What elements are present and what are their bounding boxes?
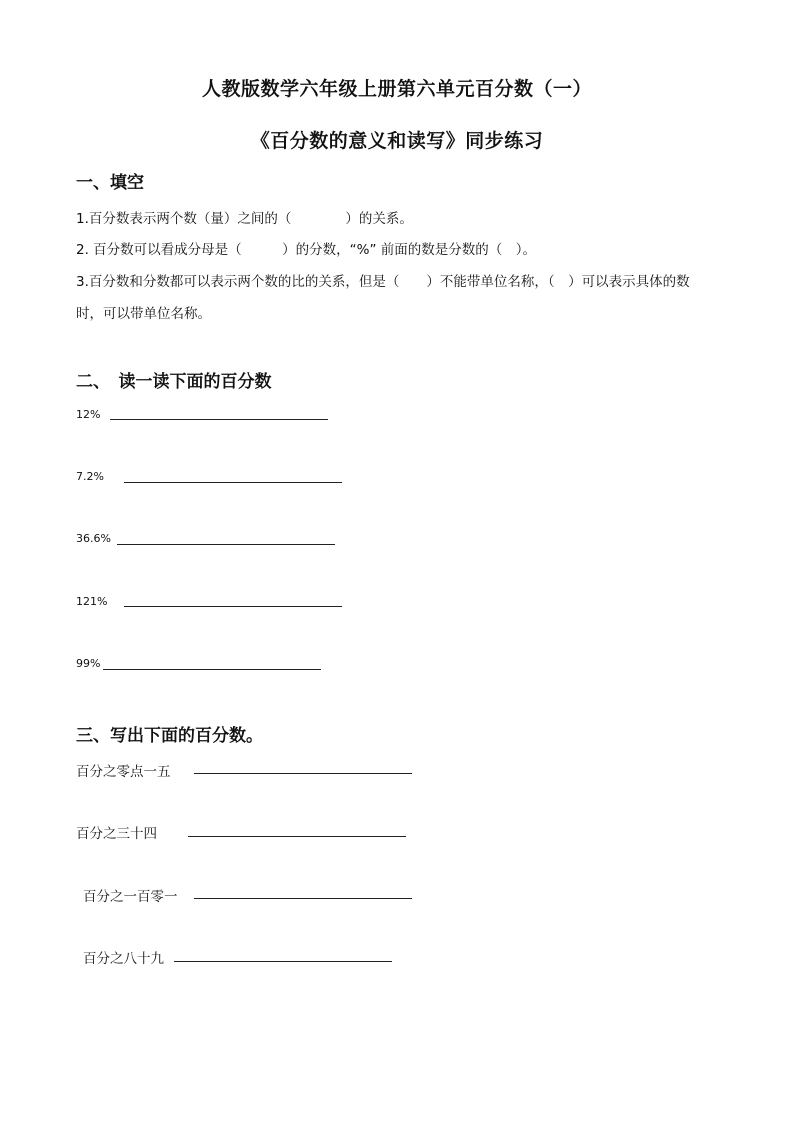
percent-label: 12% — [76, 408, 101, 421]
section-heading-fill-in: 一、填空 — [76, 173, 144, 193]
chinese-percent-label: 百分之八十九 — [83, 951, 164, 967]
answer-line[interactable] — [194, 773, 412, 774]
percent-label: 7.2% — [76, 470, 104, 483]
answer-line[interactable] — [117, 544, 335, 545]
page-title: 人教版数学六年级上册第六单元百分数（一） — [201, 78, 592, 100]
section-heading-write: 三、写出下面的百分数。 — [76, 726, 263, 746]
percent-label: 121% — [76, 595, 108, 608]
answer-line[interactable] — [110, 419, 328, 420]
page-subtitle: 《百分数的意义和读写》同步练习 — [250, 130, 544, 152]
chinese-percent-label: 百分之一百零一 — [83, 889, 178, 905]
chinese-percent-label: 百分之零点一五 — [76, 764, 171, 780]
percent-label: 99% — [76, 657, 101, 670]
question-3-continued: 时，可以带单位名称。 — [76, 306, 211, 322]
question-1: 1.百分数表示两个数（量）之间的（ ）的关系。 — [76, 211, 413, 227]
question-3: 3.百分数和分数都可以表示两个数的比的关系，但是（ ）不能带单位名称，（ ）可以表示具体的数 — [76, 274, 690, 290]
question-2: 2. 百分数可以看成分母是（ ）的分数，“%” 前面的数是分数的（ ）。 — [76, 242, 537, 258]
section-heading-read: 二、 读一读下面的百分数 — [76, 372, 272, 392]
answer-line[interactable] — [124, 606, 342, 607]
answer-line[interactable] — [124, 482, 342, 483]
answer-line[interactable] — [103, 669, 321, 670]
answer-line[interactable] — [174, 961, 392, 962]
chinese-percent-label: 百分之三十四 — [76, 826, 157, 842]
percent-label: 36.6% — [76, 532, 111, 545]
answer-line[interactable] — [188, 836, 406, 837]
answer-line[interactable] — [194, 898, 412, 899]
